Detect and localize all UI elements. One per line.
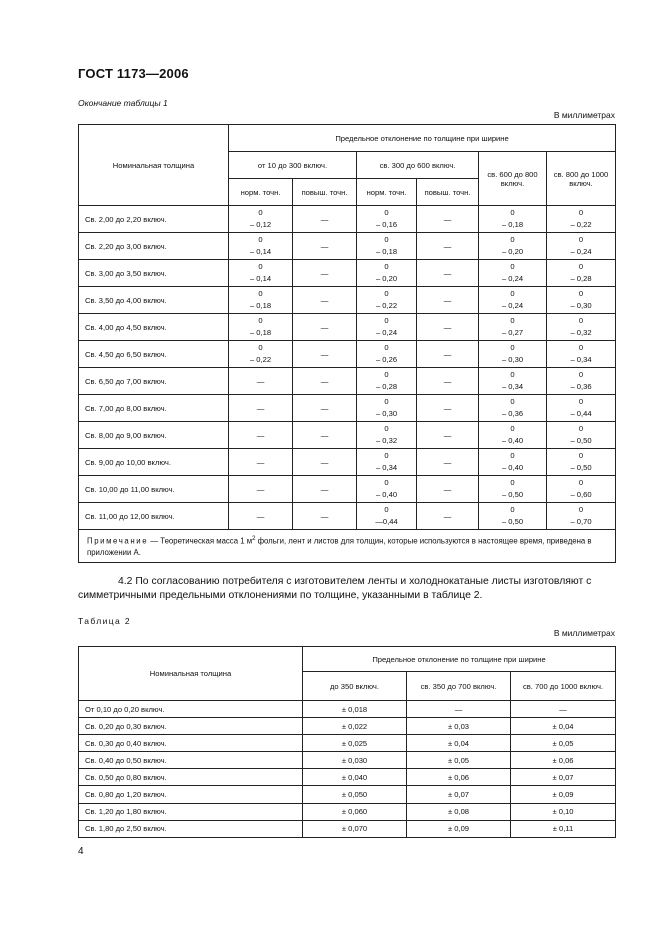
tolerance-upper: 0 [578, 424, 584, 433]
tolerance-upper: 0 [510, 316, 515, 325]
tolerance-upper: 0 [510, 451, 515, 460]
tolerance-upper: 0 [578, 397, 584, 406]
table1-header-group: Предельное отклонение по толщине при ширине [229, 125, 616, 152]
tolerance-lower: – 0,36 [570, 382, 592, 391]
table1-header-w3: св. 600 до 800 включ. [479, 152, 547, 206]
tolerance-upper: 0 [510, 424, 515, 433]
tolerance-cell: — [417, 206, 479, 233]
tolerance-lower: – 0,50 [570, 436, 592, 445]
row-nominal-thickness: Св. 4,50 до 6,50 включ. [79, 341, 229, 368]
tolerance-cell: ± 0,040 [303, 769, 407, 786]
tolerance-cell: ± 0,06 [407, 769, 511, 786]
tolerance-cell: — [229, 503, 293, 530]
tolerance-lower: – 0,14 [249, 247, 272, 256]
tolerance-cell: — [293, 233, 357, 260]
tolerance-lower: – 0,24 [501, 301, 524, 310]
table2-header-w2: св. 350 до 700 включ. [407, 672, 511, 701]
tolerance-cell: — [229, 395, 293, 422]
tolerance-upper: 0 [384, 424, 389, 433]
tolerance-cell: — [417, 449, 479, 476]
tolerance-cell [547, 368, 616, 395]
table-row [79, 206, 616, 233]
note-text-a: — Теоретическая масса 1 м [148, 536, 253, 546]
table1-header-w2: св. 300 до 600 включ. [357, 152, 479, 179]
table-row [79, 752, 616, 769]
tolerance-cell [357, 503, 417, 530]
tolerance-cell: ± 0,08 [407, 803, 511, 820]
table1-header-w1: от 10 до 300 включ. [229, 152, 357, 179]
tolerance-cell: ± 0,09 [511, 786, 616, 803]
tolerance-lower: – 0,50 [570, 463, 592, 472]
page-header-title: ГОСТ 1173—2006 [78, 66, 189, 81]
table1-subheader-norm: норм. точн. [229, 179, 293, 206]
tolerance-upper: 0 [384, 397, 389, 406]
tolerance-cell: ± 0,11 [511, 820, 616, 837]
tolerance-cell [479, 449, 547, 476]
table2-header-nominal: Номинальная толщина [79, 647, 303, 701]
tolerance-upper: 0 [578, 370, 584, 379]
tolerance-upper: 0 [578, 478, 584, 487]
tolerance-lower: – 0,24 [501, 274, 524, 283]
tolerance-cell [547, 341, 616, 368]
tolerance-cell [479, 287, 547, 314]
table-row [79, 503, 616, 530]
row-nominal-thickness: Св. 0,20 до 0,30 включ. [79, 718, 303, 735]
table-row [79, 820, 616, 837]
tolerance-lower: – 0,30 [501, 355, 524, 364]
tolerance-cell: — [417, 341, 479, 368]
table1-subheader-norm: норм. точн. [357, 179, 417, 206]
tolerance-lower: – 0,24 [375, 328, 398, 337]
row-nominal-thickness: Св. 10,00 до 11,00 включ. [79, 476, 229, 503]
tolerance-cell [479, 260, 547, 287]
row-nominal-thickness: Св. 0,80 до 1,20 включ. [79, 786, 303, 803]
table-row [79, 368, 616, 395]
table2 [78, 646, 616, 838]
tolerance-cell: ± 0,06 [511, 752, 616, 769]
tolerance-upper: 0 [258, 316, 263, 325]
tolerance-upper: 0 [578, 262, 584, 271]
row-nominal-thickness: Св. 7,00 до 8,00 включ. [79, 395, 229, 422]
tolerance-upper: 0 [510, 478, 515, 487]
tolerance-lower: – 0,44 [570, 409, 592, 418]
tolerance-upper: 0 [384, 370, 389, 379]
tolerance-lower: – 0,34 [375, 463, 398, 472]
tolerance-lower: – 0,20 [375, 274, 398, 283]
tolerance-cell [479, 314, 547, 341]
table1-note [79, 530, 616, 563]
row-nominal-thickness: Св. 8,00 до 9,00 включ. [79, 422, 229, 449]
table-row [79, 786, 616, 803]
tolerance-upper: 0 [510, 397, 515, 406]
tolerance-cell: — [293, 260, 357, 287]
table-row [79, 803, 616, 820]
tolerance-upper: 0 [384, 262, 389, 271]
table-row [79, 395, 616, 422]
row-nominal-thickness: Св. 6,50 до 7,00 включ. [79, 368, 229, 395]
tolerance-cell: ± 0,04 [407, 735, 511, 752]
row-nominal-thickness: Св. 3,00 до 3,50 включ. [79, 260, 229, 287]
note-text-b: фольги, лент и листов для толщин, которые используются в настоящее время, приведена в приложении А. [87, 536, 592, 557]
tolerance-cell [479, 341, 547, 368]
table1-subheader-pov: повыш. точн. [417, 179, 479, 206]
tolerance-lower: – 0,22 [249, 355, 272, 364]
tolerance-upper: 0 [258, 289, 263, 298]
table2-header-w3: св. 700 до 1000 включ. [511, 672, 616, 701]
tolerance-cell [479, 368, 547, 395]
tolerance-cell: — [229, 476, 293, 503]
tolerance-cell: — [229, 368, 293, 395]
tolerance-upper: 0 [578, 505, 584, 514]
tolerance-upper: 0 [578, 289, 584, 298]
row-nominal-thickness: Св. 0,40 до 0,50 включ. [79, 752, 303, 769]
tolerance-cell: ± 0,07 [511, 769, 616, 786]
row-nominal-thickness: Св. 3,50 до 4,00 включ. [79, 287, 229, 314]
tolerance-cell: — [293, 206, 357, 233]
tolerance-upper: 0 [510, 262, 515, 271]
tolerance-lower: – 0,40 [501, 463, 524, 472]
tolerance-lower: – 0,60 [570, 490, 592, 499]
row-nominal-thickness: Св. 0,50 до 0,80 включ. [79, 769, 303, 786]
tolerance-lower: – 0,16 [375, 220, 398, 229]
tolerance-lower: – 0,36 [501, 409, 524, 418]
tolerance-cell: — [293, 449, 357, 476]
tolerance-cell: ± 0,05 [511, 735, 616, 752]
tolerance-cell [547, 260, 616, 287]
page-number: 4 [78, 846, 84, 857]
tolerance-upper: 0 [578, 235, 584, 244]
tolerance-cell: — [417, 314, 479, 341]
table1-header-w4: св. 800 до 1000 включ. [547, 152, 616, 206]
tolerance-cell: — [417, 395, 479, 422]
tolerance-upper: 0 [510, 208, 515, 217]
tolerance-lower: – 0,50 [501, 517, 524, 526]
tolerance-cell [479, 476, 547, 503]
tolerance-cell [357, 476, 417, 503]
tolerance-cell [357, 368, 417, 395]
table-row [79, 735, 616, 752]
tolerance-lower: – 0,22 [375, 301, 398, 310]
tolerance-upper: 0 [510, 235, 515, 244]
tolerance-cell [547, 422, 616, 449]
tolerance-lower: – 0,32 [375, 436, 398, 445]
table1-header-nominal: Номинальная толщина [79, 125, 229, 206]
tolerance-cell [547, 206, 616, 233]
tolerance-cell [357, 449, 417, 476]
tolerance-cell [547, 287, 616, 314]
tolerance-cell: — [417, 287, 479, 314]
tolerance-lower: – 0,27 [501, 328, 524, 337]
tolerance-lower: – 0,14 [249, 274, 272, 283]
row-nominal-thickness: От 0,10 до 0,20 включ. [79, 701, 303, 718]
tolerance-cell [229, 206, 293, 233]
table-row [79, 701, 616, 718]
tolerance-upper: 0 [578, 451, 584, 460]
tolerance-cell: — [293, 368, 357, 395]
tolerance-lower: – 0,26 [375, 355, 398, 364]
tolerance-upper: 0 [510, 289, 515, 298]
tolerance-upper: 0 [384, 235, 389, 244]
tolerance-cell: ± 0,060 [303, 803, 407, 820]
tolerance-upper: 0 [384, 451, 389, 460]
tolerance-lower: – 0,40 [375, 490, 398, 499]
tolerance-cell [357, 233, 417, 260]
tolerance-cell [479, 233, 547, 260]
tolerance-lower: – 0,28 [375, 382, 398, 391]
tolerance-upper: 0 [578, 316, 584, 325]
tolerance-cell [479, 503, 547, 530]
tolerance-cell: ± 0,05 [407, 752, 511, 769]
tolerance-cell: ± 0,050 [303, 786, 407, 803]
tolerance-cell: — [293, 476, 357, 503]
tolerance-cell [357, 395, 417, 422]
tolerance-lower: – 0,30 [375, 409, 398, 418]
tolerance-cell: — [229, 449, 293, 476]
tolerance-lower: —0,44 [375, 517, 398, 526]
table-row [79, 769, 616, 786]
tolerance-cell: — [293, 314, 357, 341]
tolerance-cell [229, 260, 293, 287]
tolerance-lower: – 0,32 [570, 328, 592, 337]
tolerance-upper: 0 [510, 505, 515, 514]
tolerance-cell [357, 314, 417, 341]
tolerance-cell: ± 0,03 [407, 718, 511, 735]
tolerance-cell [479, 206, 547, 233]
table2-header-group: Предельное отклонение по толщине при ширине [303, 647, 616, 672]
row-nominal-thickness: Св. 9,00 до 10,00 включ. [79, 449, 229, 476]
row-nominal-thickness: Св. 2,20 до 3,00 включ. [79, 233, 229, 260]
tolerance-cell [229, 233, 293, 260]
note-label: Примечание [87, 536, 149, 546]
tolerance-lower: – 0,70 [570, 517, 592, 526]
row-nominal-thickness: Св. 0,30 до 0,40 включ. [79, 735, 303, 752]
tolerance-upper: 0 [384, 289, 389, 298]
tolerance-cell [357, 287, 417, 314]
table2-body [79, 701, 616, 838]
tolerance-lower: – 0,30 [570, 301, 592, 310]
tolerance-cell [357, 341, 417, 368]
table-row [79, 422, 616, 449]
tolerance-lower: – 0,18 [249, 328, 272, 337]
tolerance-cell [357, 206, 417, 233]
tolerance-cell [547, 503, 616, 530]
table-row [79, 718, 616, 735]
tolerance-lower: – 0,20 [501, 247, 524, 256]
tolerance-lower: – 0,18 [501, 220, 524, 229]
tolerance-cell: — [417, 422, 479, 449]
tolerance-upper: 0 [578, 343, 584, 352]
tolerance-lower: – 0,40 [501, 436, 524, 445]
tolerance-cell: ± 0,04 [511, 718, 616, 735]
table-row [79, 260, 616, 287]
tolerance-cell: — [293, 341, 357, 368]
tolerance-lower: – 0,18 [249, 301, 272, 310]
tolerance-cell [547, 395, 616, 422]
tolerance-cell [479, 395, 547, 422]
tolerance-cell: ± 0,10 [511, 803, 616, 820]
tolerance-cell: — [511, 701, 616, 718]
tolerance-cell [547, 233, 616, 260]
tolerance-lower: – 0,22 [570, 220, 592, 229]
tolerance-cell: — [293, 395, 357, 422]
tolerance-lower: – 0,12 [249, 220, 272, 229]
tolerance-lower: – 0,18 [375, 247, 398, 256]
tolerance-cell: — [407, 701, 511, 718]
tolerance-cell [229, 287, 293, 314]
tolerance-upper: 0 [384, 316, 389, 325]
table2-units: В миллиметрах [553, 628, 615, 638]
table1 [78, 124, 616, 563]
tolerance-lower: – 0,24 [570, 247, 592, 256]
tolerance-cell: — [417, 476, 479, 503]
tolerance-cell [547, 314, 616, 341]
table1-body [79, 206, 616, 530]
tolerance-cell: — [417, 260, 479, 287]
tolerance-cell: — [229, 422, 293, 449]
tolerance-upper: 0 [384, 343, 389, 352]
tolerance-upper: 0 [510, 370, 515, 379]
note-superscript: 2 [252, 536, 256, 543]
tolerance-cell: — [293, 422, 357, 449]
tolerance-upper: 0 [258, 343, 263, 352]
table-row [79, 287, 616, 314]
tolerance-upper: 0 [258, 262, 263, 271]
table1-units: В миллиметрах [553, 110, 615, 120]
table2-caption: Таблица 2 [78, 616, 132, 626]
row-nominal-thickness: Св. 2,00 до 2,20 включ. [79, 206, 229, 233]
table1-subheader-pov: повыш. точн. [293, 179, 357, 206]
tolerance-cell: — [417, 233, 479, 260]
tolerance-cell: — [417, 503, 479, 530]
tolerance-cell: ± 0,030 [303, 752, 407, 769]
tolerance-cell: ± 0,022 [303, 718, 407, 735]
table-row [79, 233, 616, 260]
tolerance-lower: – 0,34 [501, 382, 524, 391]
tolerance-lower: – 0,28 [570, 274, 592, 283]
row-nominal-thickness: Св. 1,80 до 2,50 включ. [79, 820, 303, 837]
tolerance-cell [547, 476, 616, 503]
tolerance-lower: – 0,50 [501, 490, 524, 499]
tolerance-cell [357, 422, 417, 449]
tolerance-upper: 0 [384, 505, 389, 514]
tolerance-cell: ± 0,07 [407, 786, 511, 803]
table2-header-w1: до 350 включ. [303, 672, 407, 701]
tolerance-cell: — [293, 503, 357, 530]
tolerance-upper: 0 [510, 343, 515, 352]
tolerance-upper: 0 [384, 478, 389, 487]
paragraph-4-2: 4.2 По согласованию потребителя с изготовителем ленты и холоднокатаные листы изготовляют с симметричными предельными отклонениями по толщине, указанными в таблице 2. [78, 576, 592, 601]
tolerance-cell [479, 422, 547, 449]
tolerance-cell: — [293, 287, 357, 314]
tolerance-upper: 0 [384, 208, 389, 217]
tolerance-upper: 0 [258, 235, 263, 244]
tolerance-cell: ± 0,09 [407, 820, 511, 837]
tolerance-cell: ± 0,018 [303, 701, 407, 718]
table1-caption: Окончание таблицы 1 [78, 98, 168, 108]
tolerance-cell [229, 341, 293, 368]
tolerance-cell: — [417, 368, 479, 395]
tolerance-cell [229, 314, 293, 341]
table-row [79, 476, 616, 503]
tolerance-lower: – 0,34 [570, 355, 592, 364]
tolerance-cell: ± 0,025 [303, 735, 407, 752]
table-row [79, 449, 616, 476]
row-nominal-thickness: Св. 11,00 до 12,00 включ. [79, 503, 229, 530]
tolerance-upper: 0 [578, 208, 584, 217]
table-row [79, 341, 616, 368]
tolerance-cell [357, 260, 417, 287]
table-row [79, 314, 616, 341]
row-nominal-thickness: Св. 1,20 до 1,80 включ. [79, 803, 303, 820]
row-nominal-thickness: Св. 4,00 до 4,50 включ. [79, 314, 229, 341]
tolerance-cell [547, 449, 616, 476]
tolerance-upper: 0 [258, 208, 263, 217]
tolerance-cell: ± 0,070 [303, 820, 407, 837]
